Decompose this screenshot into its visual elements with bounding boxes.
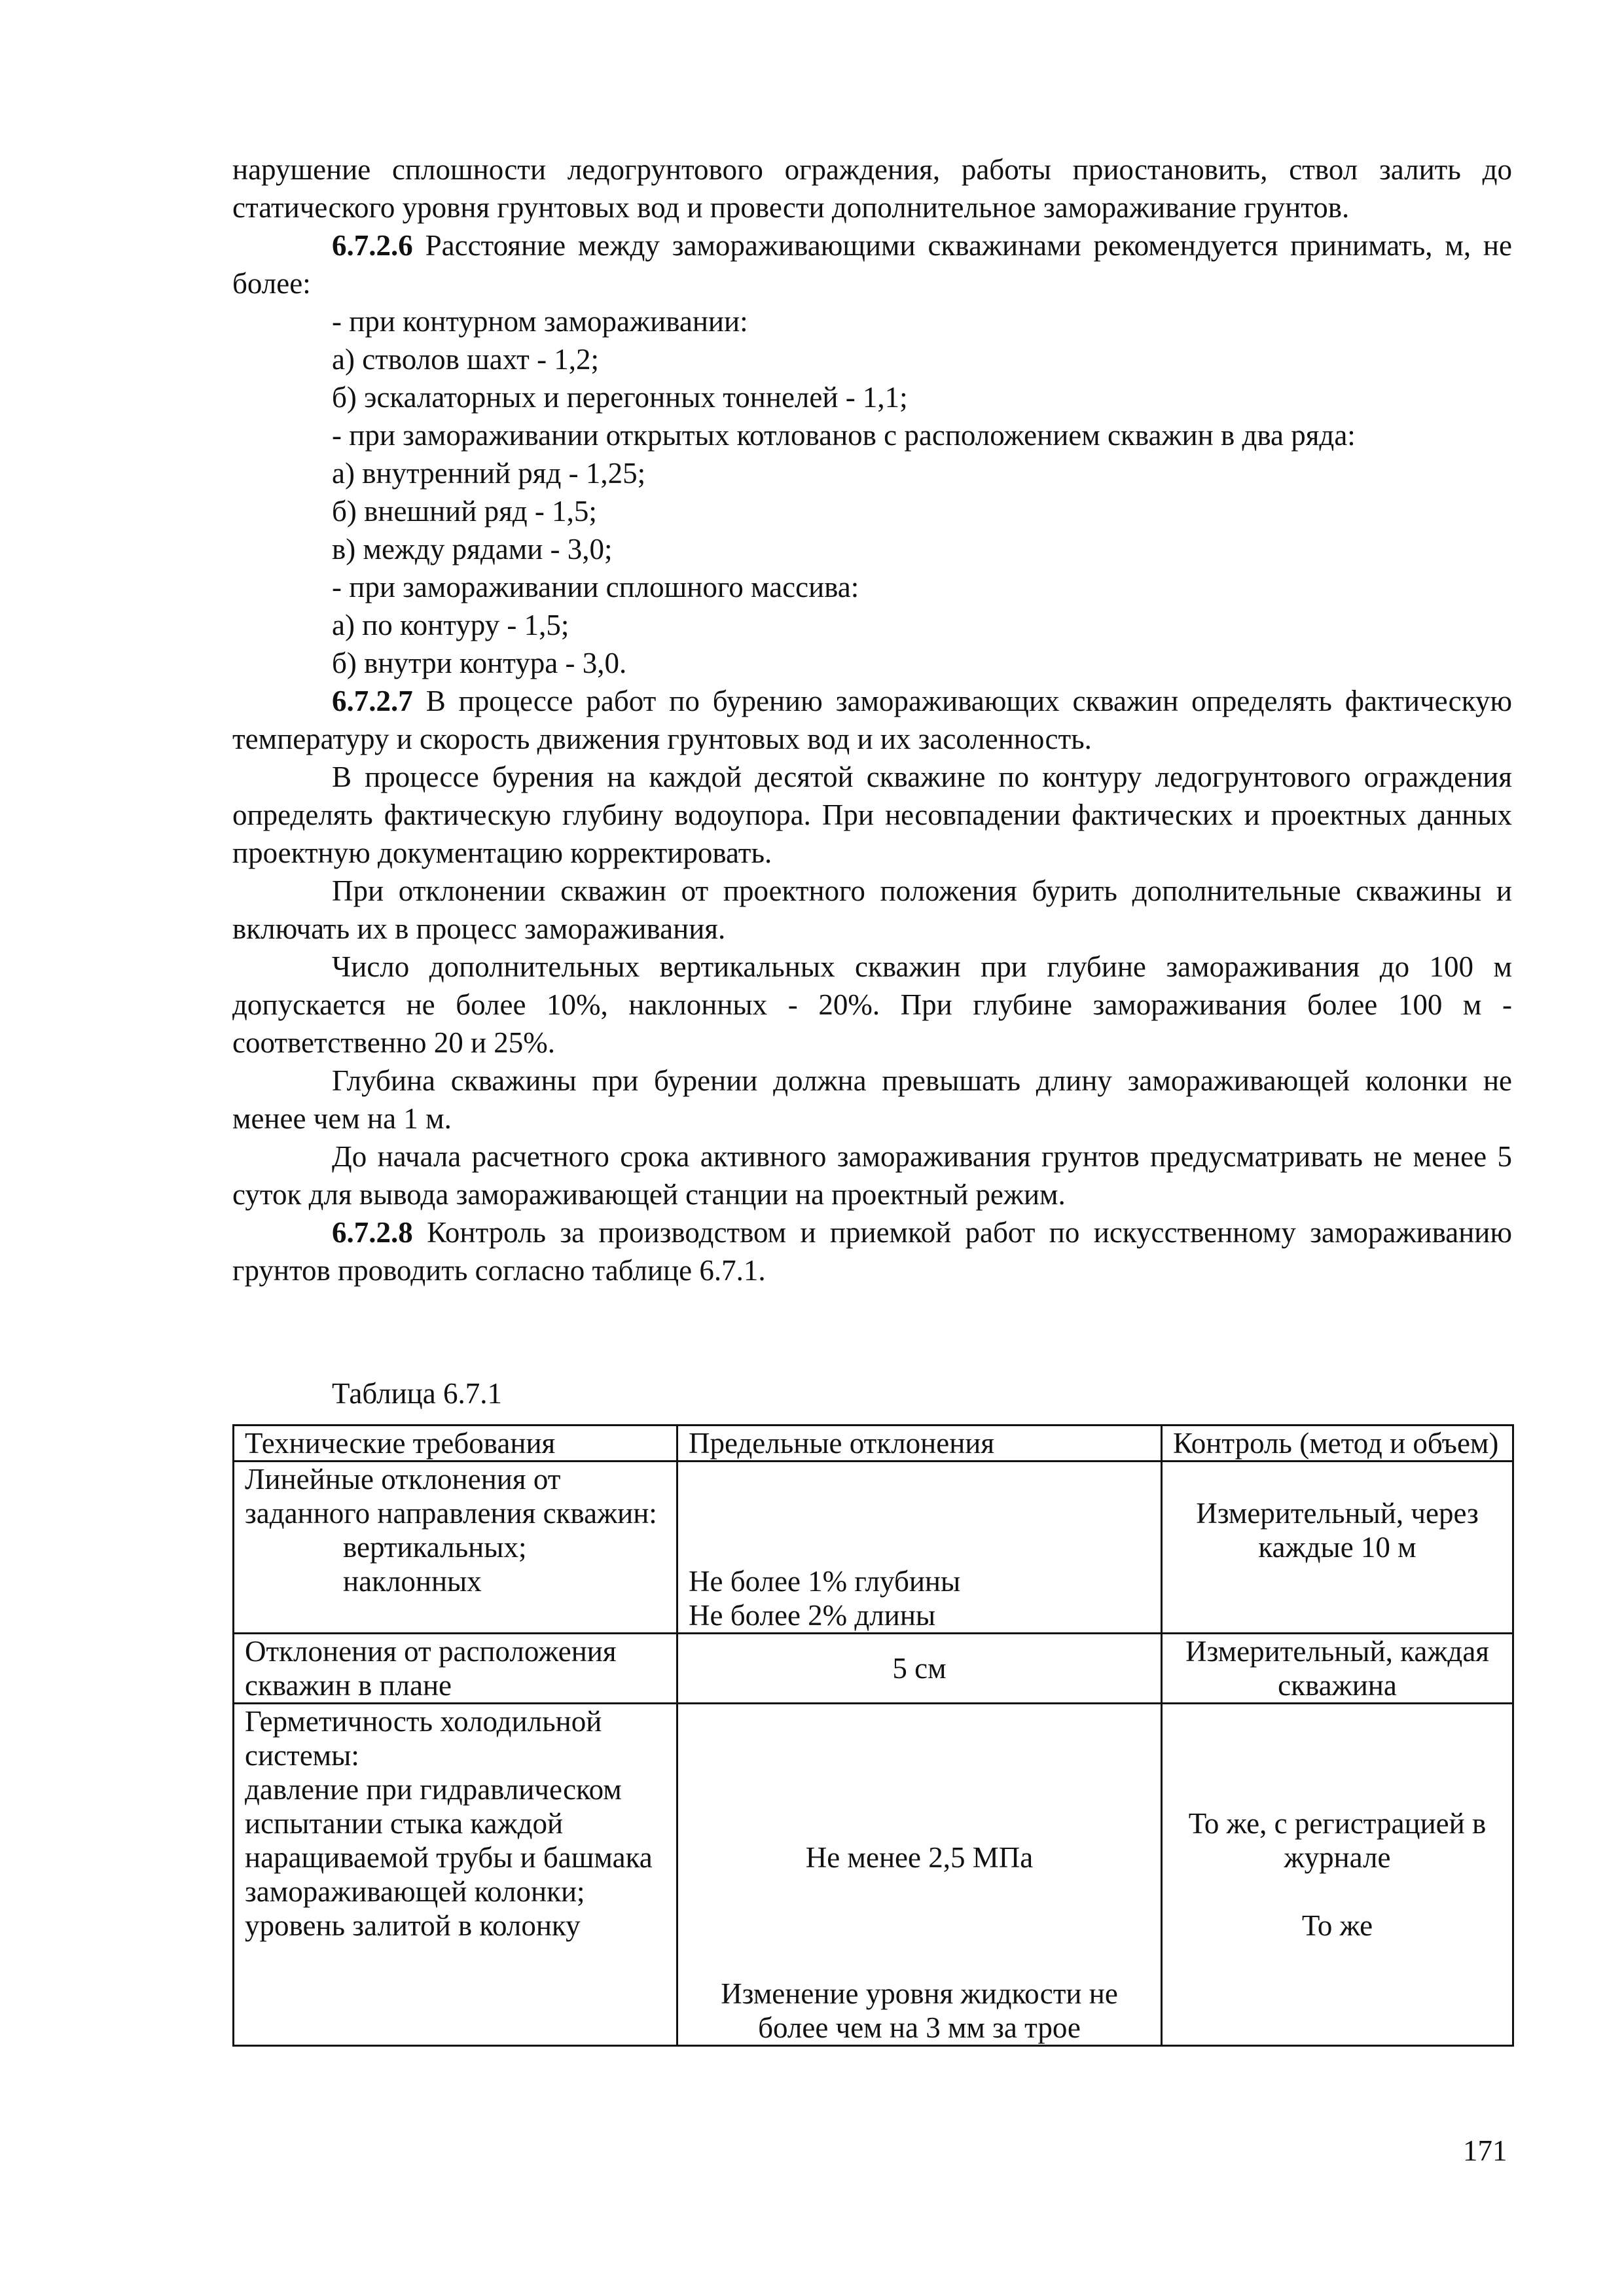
cell-text: Измерительный, через каждые 10 м xyxy=(1196,1497,1479,1564)
paragraph-start: До начала расчетного срока активного замораживания грунтов предусматривать не менее 5 суток для вывода замораживающей станции на проектный режим. xyxy=(232,1140,1512,1211)
list-item: а) по контуру - 1,5; xyxy=(332,609,569,641)
table-cell-requirement xyxy=(234,1704,677,2046)
table-header-row xyxy=(234,1426,1513,1462)
cell-text: То же xyxy=(1301,1909,1373,1942)
table-row xyxy=(234,1634,1513,1704)
list-item: в) между рядами - 3,0; xyxy=(332,533,613,565)
table-cell-requirement: Отклонения от расположения скважин в плане xyxy=(234,1634,677,1704)
header-cell: Предельные отклонения xyxy=(677,1426,1162,1462)
list-item: а) стволов шахт - 1,2; xyxy=(332,343,600,376)
page-number: 171 xyxy=(1463,2134,1507,2167)
paragraph-6-7-2-6 xyxy=(232,226,1512,302)
table-cell-control xyxy=(1162,1704,1513,2046)
paragraph-6-7-2-7 xyxy=(232,682,1512,758)
section-number: 6.7.2.7 xyxy=(332,685,413,717)
table-cell-deviation xyxy=(677,1462,1162,1634)
paragraph-count: Число дополнительных вертикальных скважин при глубине замораживания до 100 м допускается не более 10%, наклонных - 20%. При глубине замораживания более 100 м - соответственно 20 и 25%. xyxy=(232,950,1512,1059)
cell-text: уровень залитой в колонку xyxy=(245,1909,581,1942)
list-item: б) внутри контура - 3,0. xyxy=(332,647,627,679)
header-cell: Технические требования xyxy=(234,1426,677,1462)
list-item: - при замораживании открытых котлованов с расположением скважин в два ряда: xyxy=(332,419,1356,452)
cell-text: вертикальных; xyxy=(343,1531,527,1564)
requirements-table xyxy=(232,1424,1514,2047)
list-item: б) внешний ряд - 1,5; xyxy=(332,495,597,528)
header-cell: Контроль (метод и объем) xyxy=(1162,1426,1513,1462)
paragraph-deviation: При отклонении скважин от проектного положения бурить дополнительные скважины и включать их в процесс замораживания. xyxy=(232,874,1512,945)
section-number: 6.7.2.8 xyxy=(332,1216,413,1249)
paragraph-intro: нарушение сплошности ледогрунтового ограждения, работы приостановить, ствол залить до статического уровня грунтовых вод и провести дополнительное замораживание грунтов. xyxy=(232,153,1512,224)
table-caption: Таблица 6.7.1 xyxy=(332,1377,502,1410)
table-cell-requirement xyxy=(234,1462,677,1634)
table-cell-deviation xyxy=(677,1704,1162,2046)
cell-text: Не более 1% глубины xyxy=(689,1565,961,1598)
text-block xyxy=(232,151,1512,1289)
table-cell-control: Измерительный, каждая скважина xyxy=(1162,1634,1513,1704)
list-item: - при контурном замораживании: xyxy=(332,305,748,338)
section-number: 6.7.2.6 xyxy=(332,229,413,262)
cell-text: Изменение уровня жидкости не более чем на 3 мм за трое xyxy=(721,1977,1118,2044)
section-text: Контроль за производством и приемкой работ по искусственному замораживанию грунтов проводить согласно таблице 6.7.1. xyxy=(232,1216,1512,1287)
section-text: В процессе работ по бурению замораживающих скважин определять фактическую температуру и скорость движения грунтовых вод и их засоленность. xyxy=(232,685,1512,755)
page-body xyxy=(232,151,1512,2047)
table-cell-deviation: 5 см xyxy=(677,1634,1162,1704)
list-item: - при замораживании сплошного массива: xyxy=(332,571,859,603)
table-cell-control xyxy=(1162,1462,1513,1634)
cell-text: давление при гидравлическом испытании стыка каждой наращиваемой трубы и башмака замораживающей колонки; xyxy=(245,1773,653,1908)
list-item: б) эскалаторных и перегонных тоннелей - 1,1; xyxy=(332,381,908,414)
list-item: а) внутренний ряд - 1,25; xyxy=(332,457,646,490)
table-row xyxy=(234,1462,1513,1634)
cell-text: Линейные отклонения от заданного направления скважин: xyxy=(245,1463,657,1530)
cell-text: наклонных xyxy=(343,1565,482,1598)
table-row xyxy=(234,1704,1513,2046)
paragraph-drilling: В процессе бурения на каждой десятой скважине по контуру ледогрунтового ограждения определять фактическую глубину водоупора. При несовпадении фактических и проектных данных проектную документацию корректировать. xyxy=(232,761,1512,869)
cell-text: То же, с регистрацией в журнале xyxy=(1188,1807,1487,1874)
cell-text: Не менее 2,5 МПа xyxy=(805,1841,1034,1874)
paragraph-6-7-2-8 xyxy=(232,1213,1512,1289)
section-text: Расстояние между замораживающими скважинами рекомендуется принимать, м, не более: xyxy=(232,229,1512,300)
cell-text: Не более 2% длины xyxy=(689,1599,936,1632)
paragraph-depth: Глубина скважины при бурении должна превышать длину замораживающей колонки не менее чем на 1 м. xyxy=(232,1064,1512,1135)
cell-text: Герметичность холодильной системы: xyxy=(245,1705,602,1772)
